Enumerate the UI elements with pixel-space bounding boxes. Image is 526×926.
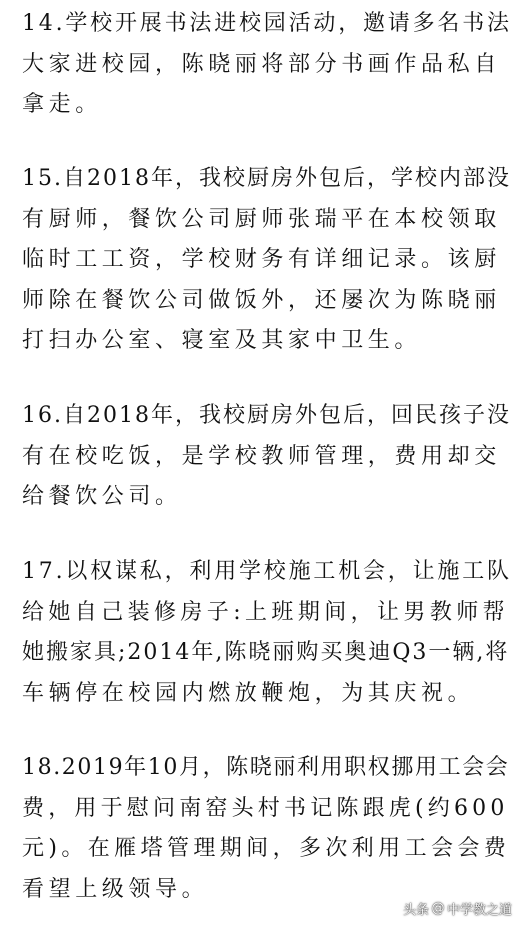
text-line: 元)。在雁塔管理期间，多次利用工会会费 [22, 836, 511, 861]
text-line: 15.自2018年，我校厨房外包后，学校内部没 [22, 166, 511, 191]
text-line: 18.2019年10月，陈晓丽利用职权挪用工会会 [22, 755, 510, 780]
text-line: 车辆停在校园内燃放鞭炮，为其庆祝。 [22, 680, 475, 706]
watermark-prefix: 头条 [402, 903, 429, 918]
text-line: 师除在餐饮公司做饭外，还屡次为陈晓丽 [22, 287, 501, 313]
text-line: 拿走。 [22, 92, 102, 117]
paragraph-18 [22, 748, 512, 910]
text-line: 看望上级领导。 [22, 876, 209, 902]
text-line: 她搬家具;2014年,陈晓丽购买奥迪Q3一辆,将 [22, 640, 510, 665]
text-line: 16.自2018年，我校厨房外包后，回民孩子没 [22, 403, 511, 428]
watermark [403, 899, 512, 918]
at-icon: @ [431, 900, 445, 916]
text-line: 给她自己装修房子:上班期间，让男教师帮 [22, 599, 510, 625]
text-line: 有在校吃饭，是学校教师管理，费用却交 [22, 443, 501, 469]
text-line: 大家进校园，陈晓丽将部分书画作品私自 [22, 51, 501, 77]
paragraph-17 [22, 552, 512, 714]
paragraph-16 [22, 396, 512, 518]
paragraph-15 [22, 159, 512, 362]
text-line: 打扫办公室、寝室及其家中卫生。 [22, 328, 422, 353]
text-line: 临时工工资，学校财务有详细记录。该厨 [22, 247, 501, 272]
watermark-account: 中学教之道 [446, 903, 512, 918]
text-line: 给餐饮公司。 [22, 484, 182, 509]
text-line: 14.学校开展书法进校园活动，邀请多名书法 [22, 11, 512, 36]
text-line: 17.以权谋私，利用学校施工机会，让施工队 [22, 559, 512, 584]
text-line: 有厨师，餐饮公司厨师张瑞平在本校领取 [22, 206, 501, 232]
text-line: 费，用于慰问南窑头村书记陈跟虎(约600 [22, 795, 509, 821]
paragraph-14 [22, 4, 512, 126]
